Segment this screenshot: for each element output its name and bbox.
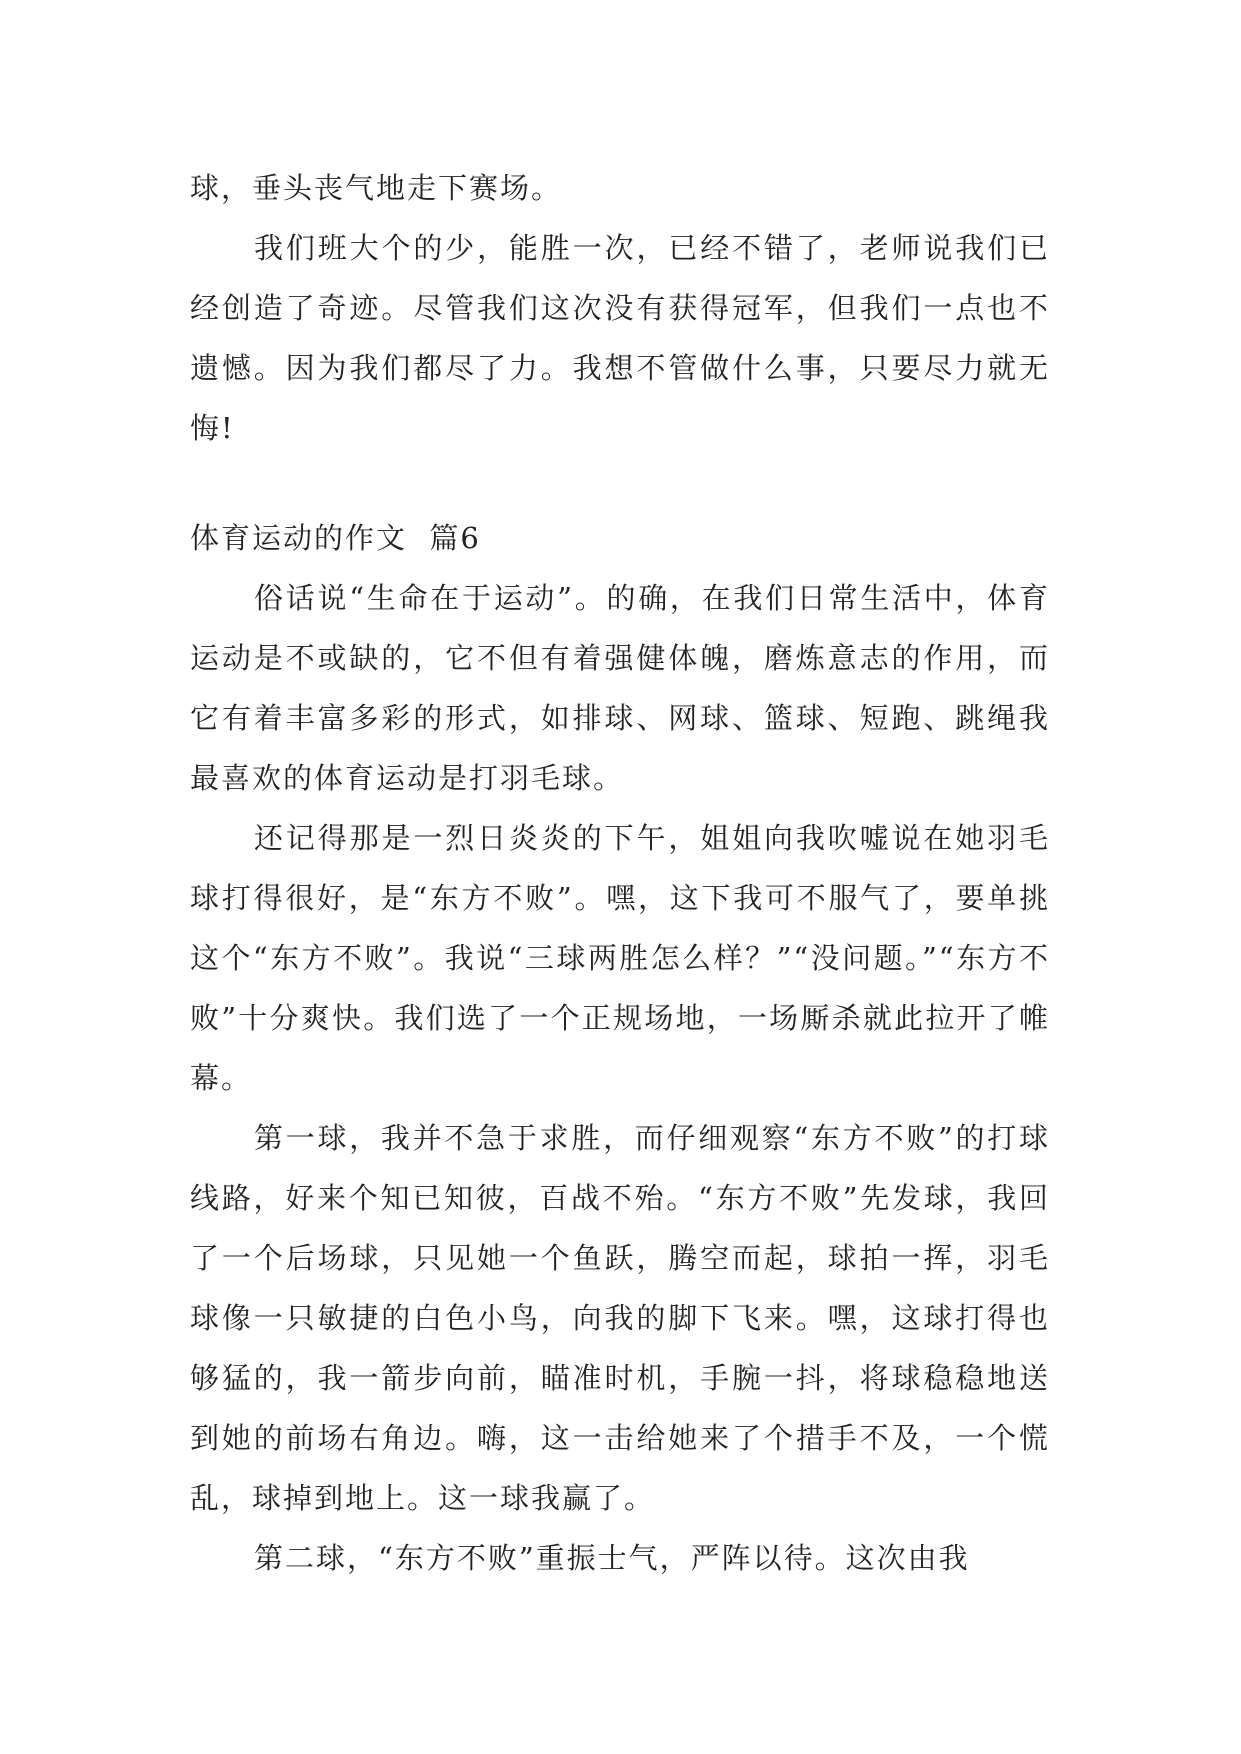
document-body: [190, 158, 1050, 1588]
paragraph: 俗话说“生命在于运动”。的确，在我们日常生活中，体育运动是不或缺的，它不但有着强健体魄，磨炼意志的作用，而它有着丰富多彩的形式，如排球、网球、篮球、短跑、跳绳我最喜欢的体育运动是打羽毛球。: [190, 581, 1050, 795]
section-heading: 体育运动的作文 篇6: [190, 521, 481, 555]
paragraph: 还记得那是一烈日炎炎的下午，姐姐向我吹嘘说在她羽毛球打得很好，是“东方不败”。嘿，这下我可不服气了，要单挑这个“东方不败”。我说“三球两胜怎么样？”“没问题。”“东方不败”十分爽快。我们选了一个正规场地，一场厮杀就此拉开了帷幕。: [190, 821, 1050, 1095]
paragraph: 第二球，“东方不败”重振士气，严阵以待。这次由我: [254, 1541, 970, 1575]
paragraph-continuation: 球，垂头丧气地走下赛场。: [190, 171, 563, 205]
paragraph: 我们班大个的少，能胜一次，已经不错了，老师说我们已经创造了奇迹。尽管我们这次没有获得冠军，但我们一点也不遗憾。因为我们都尽了力。我想不管做什么事，只要尽力就无悔!: [190, 231, 1050, 445]
paragraph: 第一球，我并不急于求胜，而仔细观察“东方不败”的打球线路，好来个知已知彼，百战不殆。“东方不败”先发球，我回了一个后场球，只见她一个鱼跃，腾空而起，球拍一挥，羽毛球像一只敏捷的白色小鸟，向我的脚下飞来。嘿，这球打得也够猛的，我一箭步向前，瞄准时机，手腕一抖，将球稳稳地送到她的前场右角边。嗨，这一击给她来了个措手不及，一个慌乱，球掉到地上。这一球我赢了。: [190, 1121, 1050, 1515]
